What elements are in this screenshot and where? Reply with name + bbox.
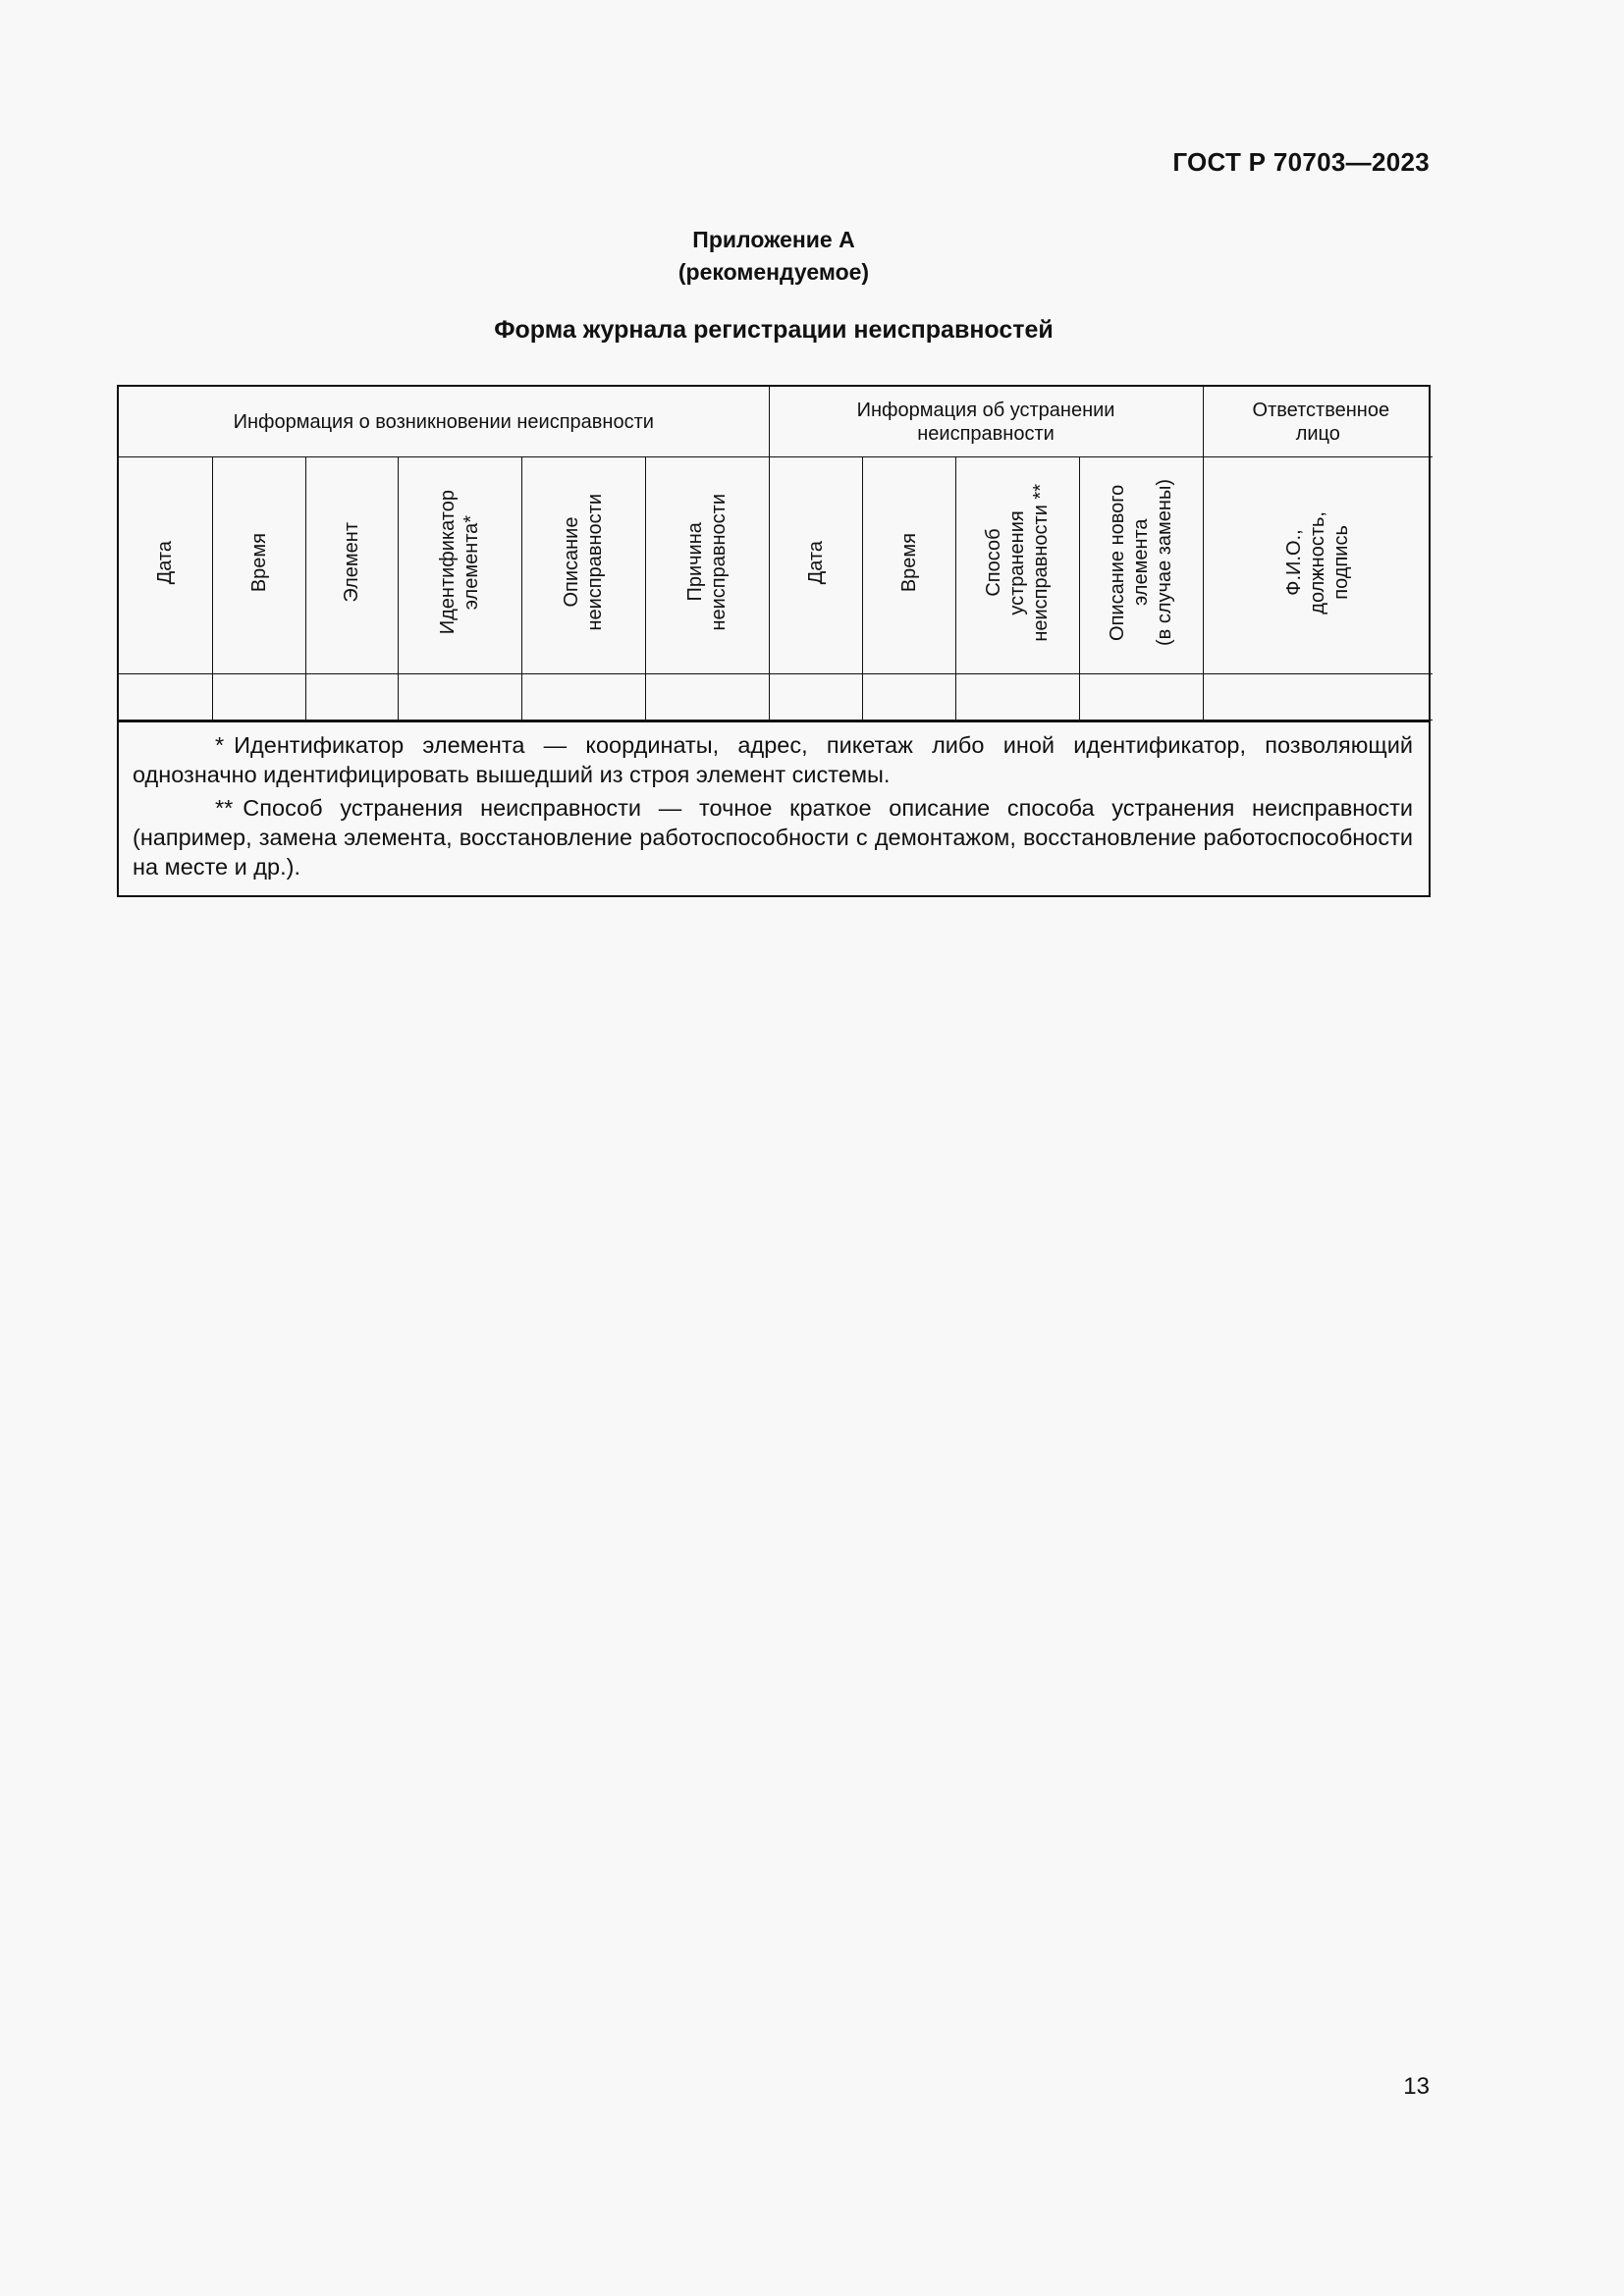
form-title: Форма журнала регистрации неисправностей (494, 316, 1054, 344)
appendix-heading (0, 224, 1547, 289)
column-header-row (119, 457, 1433, 674)
blank-cell (862, 674, 955, 721)
blank-cell (212, 674, 305, 721)
footnote-elimination-method: ** Способ устранения неисправности — точное краткое описание способа устранения неисправности (например, замена элемента, восстановление работоспособности с демонтажом, восстановление работоспособности на месте и др.). (133, 795, 1413, 880)
blank-cell (1079, 674, 1203, 721)
col-fault-cause: Причина неисправности (645, 457, 769, 674)
blank-cell (1203, 674, 1433, 721)
document-code: ГОСТ Р 70703—2023 (1172, 147, 1430, 177)
col-new-element-description: Описание нового элемента (в случае замены) (1079, 457, 1203, 674)
group-elimination-info: Информация об устранении неисправности (769, 387, 1203, 457)
col-occurrence-date: Дата (119, 457, 212, 674)
blank-entry-row (119, 674, 1433, 721)
page-number: 13 (1403, 2073, 1430, 2100)
footnote-identifier: * Идентификатор элемента — координаты, адрес, пикетаж либо иной идентификатор, позволяющий однозначно идентифицировать вышедший из строя элемент системы. (133, 732, 1413, 787)
col-elimination-date: Дата (769, 457, 862, 674)
blank-cell (521, 674, 645, 721)
blank-cell (645, 674, 769, 721)
col-responsible-signature: Ф.И.О., должность, подпись (1203, 457, 1433, 674)
blank-cell (769, 674, 862, 721)
fault-log-table (119, 387, 1433, 721)
col-occurrence-time: Время (212, 457, 305, 674)
blank-cell (305, 674, 398, 721)
col-fault-description: Описание неисправности (521, 457, 645, 674)
blank-cell (955, 674, 1079, 721)
col-elimination-method: Способ устранения неисправности ** (955, 457, 1079, 674)
group-occurrence-info: Информация о возникновении неисправности (119, 387, 769, 457)
group-responsible-person: Ответственное лицо (1203, 387, 1433, 457)
blank-cell (119, 674, 212, 721)
col-element: Элемент (305, 457, 398, 674)
appendix-status: (рекомендуемое) (677, 259, 870, 285)
appendix-title: Приложение А (692, 227, 855, 252)
group-header-row (119, 387, 1433, 457)
table-footnotes (119, 721, 1429, 895)
blank-cell (398, 674, 521, 721)
col-element-identifier: Идентификатор элемента* (398, 457, 521, 674)
col-elimination-time: Время (862, 457, 955, 674)
fault-log-form (117, 385, 1431, 897)
